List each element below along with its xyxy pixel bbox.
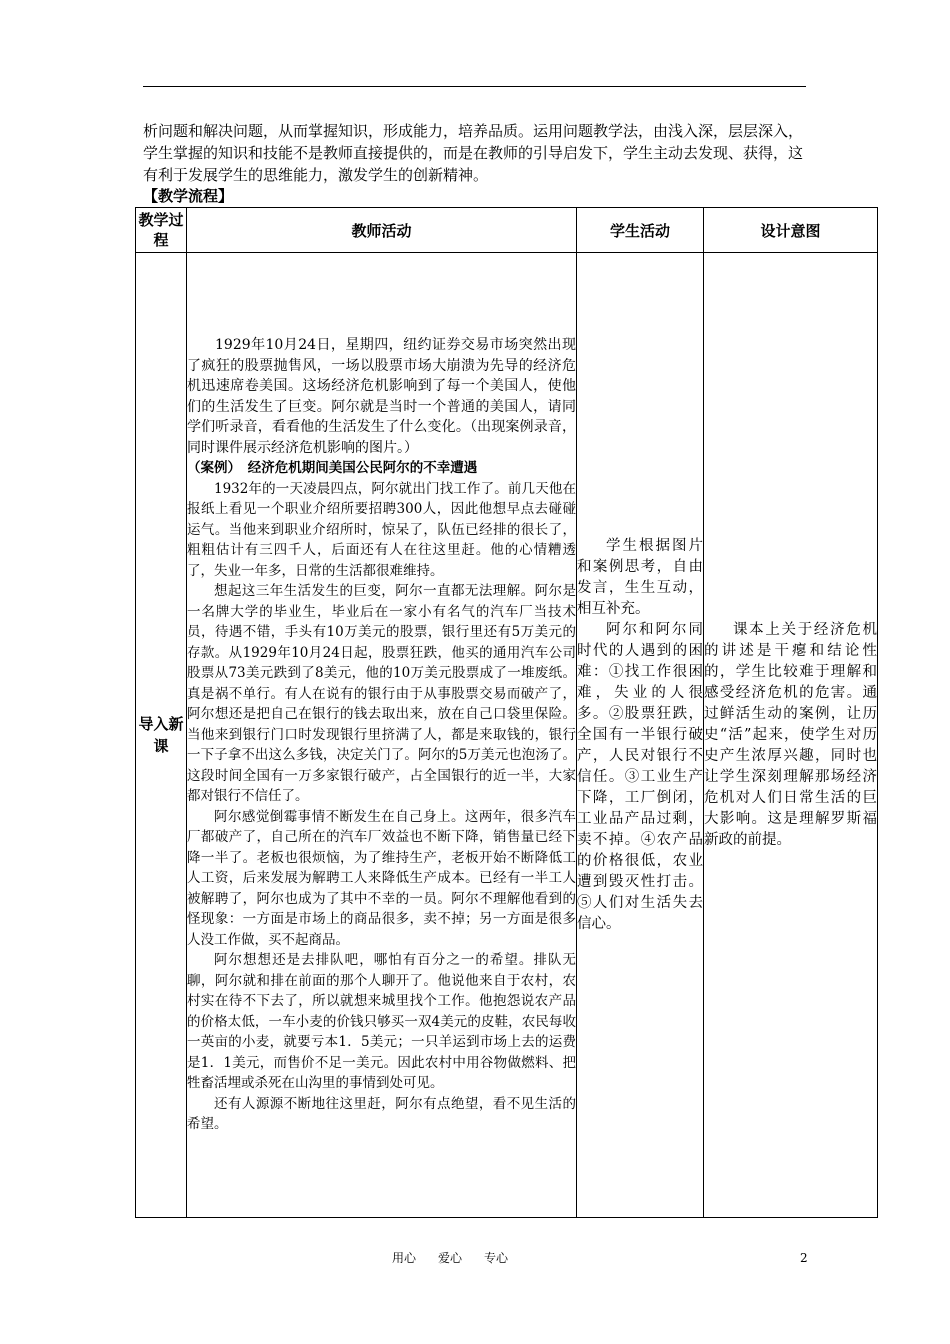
header-student: 学生活动 bbox=[577, 208, 704, 253]
case-paragraph: 想起这三年生活发生的巨变，阿尔一直都无法理解。阿尔是一名牌大学的毕业生，毕业后在一家小有名气的汽车厂当技术员，待遇不错，手头有10万美元的股票，银行里还有5万美元的存款。从1929年10月24日起，股票狂跌，他买的通用汽车公司股票从73美元跌到了8美元，他的10万美元股票成了一堆废纸。真是祸不单行。有人在说有的银行由于从事股票交易而破产了，阿尔想还是把自己在银行的钱去取出来，放在自己口袋里保险。当他来到银行门口时发现银行里挤满了人，都是来取钱的，银行一下子拿不出这么多钱，决定关门了。阿尔的5万美元也泡汤了。这段时间全国有一万多家银行破产，占全国银行的近一半，大家都对银行不信任了。 bbox=[187, 583, 576, 805]
table-header-row bbox=[136, 208, 878, 253]
case-title: （案例） 经济危机期间美国公民阿尔的不幸遭遇 bbox=[187, 460, 478, 477]
student-activity-cell bbox=[577, 253, 704, 1218]
student-paragraph: 学生根据图片和案例思考，自由发言，生生互动，相互补充。 bbox=[577, 537, 703, 617]
header-design: 设计意图 bbox=[704, 208, 878, 253]
footer-mottos bbox=[392, 1250, 508, 1266]
header-teacher: 教师活动 bbox=[187, 208, 577, 253]
footer-motto: 专心 bbox=[484, 1251, 509, 1265]
page-number: 2 bbox=[800, 1251, 808, 1265]
header-stage: 教学过程 bbox=[136, 208, 187, 253]
case-paragraph: 还有人源源不断地往这里赶，阿尔有点绝望，看不见生活的希望。 bbox=[187, 1095, 576, 1133]
footer-motto: 用心 bbox=[392, 1251, 417, 1265]
student-paragraph: 阿尔和阿尔同时代的人遇到的困难：①找工作很困难，失业的人很多。②股票狂跌，全国有一半银行破产，人民对银行不信任。③工业生产下降，工厂倒闭，工业品产品过剩，卖不掉。④农产品的价格很低，农业遭到毁灭性打击。⑤人们对生活失去信心。 bbox=[577, 621, 703, 932]
case-paragraph: 阿尔感觉倒霉事情不断发生在自己身上。这两年，很多汽车厂都破产了，自己所在的汽车厂效益也不断下降，销售量已经下降一半了。老板也很烦恼，为了维持生产，老板开始不断降低工人工资，后来发展为解聘工人来降低生产成本。已经有一半工人被解聘了，阿尔也成为了其中不幸的一员。阿尔不理解他看到的怪现象：一方面是市场上的商品很多，卖不掉；另一方面是很多人没工作做，买不起商品。 bbox=[187, 808, 576, 948]
table-row bbox=[136, 253, 878, 1218]
footer-motto: 爱心 bbox=[438, 1251, 463, 1265]
header-rule bbox=[143, 86, 806, 87]
case-paragraph: 1932年的一天凌晨四点，阿尔就出门找工作了。前几天他在报纸上看见一个职业介绍所要招聘300人，因此他想早点去碰碰运气。当他来到职业介绍所时，惊呆了，队伍已经排的很长了，粗粗估计有三四千人，后面还有人在往这里赶。他的心情糟透了，失业一年多，日常的生活都很难维持。 bbox=[187, 480, 576, 579]
design-paragraph: 课本上关于经济危机的讲述是干瘪和结论性的，学生比较难于理解和感受经济危机的危害。通过鲜活生动的案例，让历史“活”起来，使学生对历史产生浓厚兴趣，同时也让学生深刻理解那场经济危机对人们日常生活的巨大影响。这是理解罗斯福新政的前提。 bbox=[704, 621, 877, 848]
intro-paragraph: 析问题和解决问题，从而掌握知识，形成能力，培养品质。运用问题教学法，由浅入深，层层深入，学生掌握的知识和技能不是教师直接提供的，而是在教师的引导启发下，学生主动去发现、获得，这有利于发展学生的思维能力，激发学生的创新精神。 bbox=[143, 122, 804, 184]
case-paragraph: 阿尔想想还是去排队吧，哪怕有百分之一的希望。排队无聊，阿尔就和排在前面的那个人聊开了。他说他来自于农村，农村实在待不下去了，所以就想来城里找个工作。他抱怨说农产品的价格太低，一车小麦的价钱只够买一双4美元的皮鞋，农民每收一英亩的小麦，就要亏本1．5美元；一只羊运到市场上去的运费是1．1美元，而售价不足一美元。因此农村中用谷物做燃料、把牲畜活埋或杀死在山沟里的事情到处可见。 bbox=[187, 952, 576, 1092]
section-heading: 【教学流程】 bbox=[143, 187, 234, 205]
teacher-activity-cell bbox=[187, 253, 577, 1218]
teacher-intro: 1929年10月24日，星期四，纽约证券交易市场突然出现了疯狂的股票抛售风，一场以股票市场大崩溃为先导的经济危机迅速席卷美国。这场经济危机影响到了每一个美国人，使他们的生活发生了巨变。阿尔就是当时一个普通的美国人，请同学们听录音，看看他的生活发生了什么变化。（出现案例录音，同时课件展示经济危机影响的图片。） bbox=[187, 337, 576, 456]
lesson-table bbox=[135, 207, 878, 1218]
stage-cell: 导入新课 bbox=[136, 253, 187, 1218]
design-intent-cell bbox=[704, 253, 878, 1218]
